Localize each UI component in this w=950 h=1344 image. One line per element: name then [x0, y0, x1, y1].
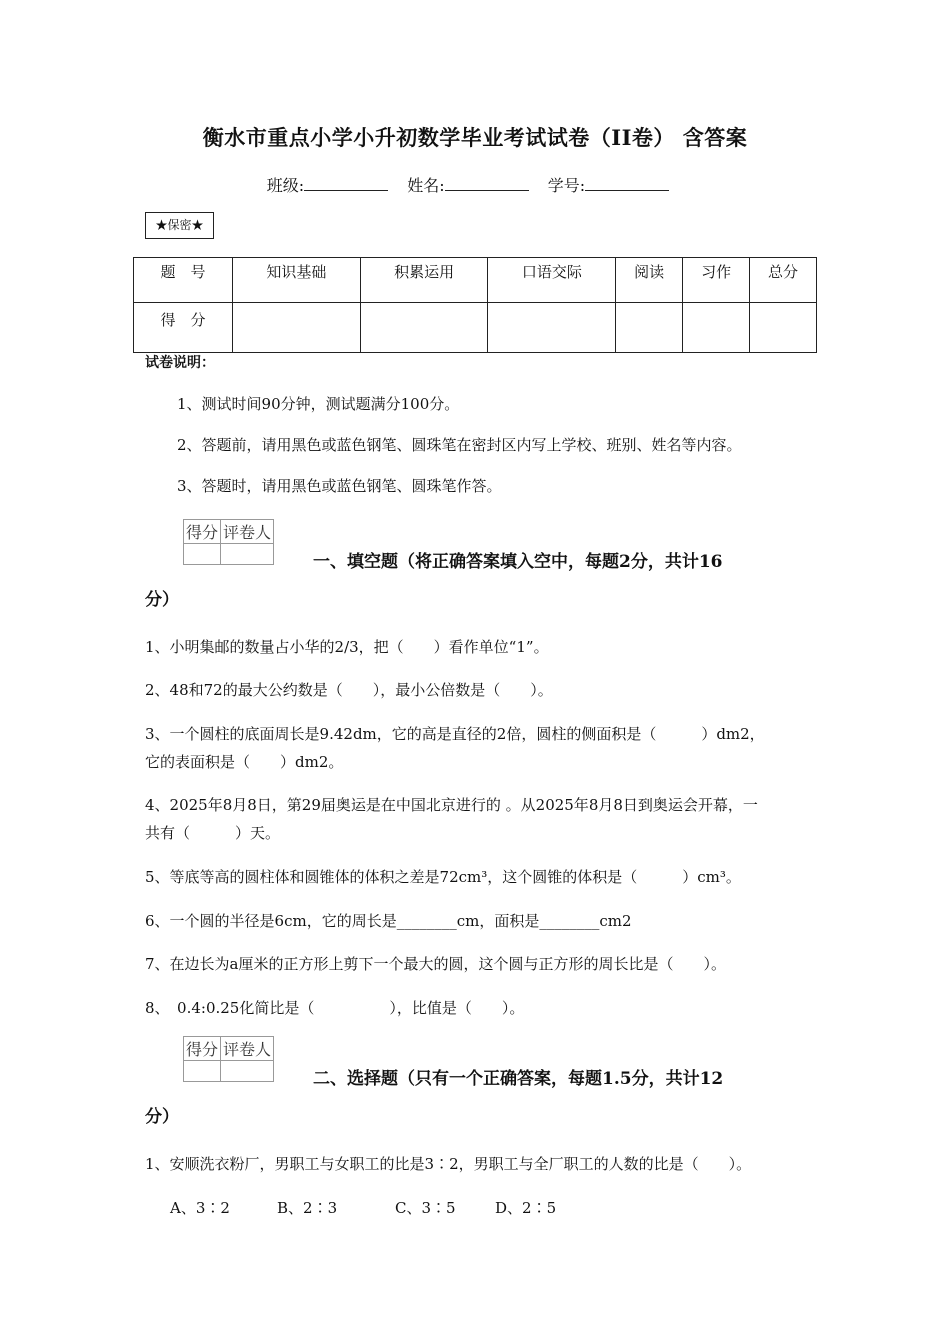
grader-box [183, 1036, 274, 1082]
instruction-item: 2、答题前，请用黑色或蓝色钢笔、圆珠笔在密封区内写上学校、班别、姓名等内容。 [177, 436, 742, 454]
class-label: 班级: [266, 176, 305, 195]
page-title: 衡水市重点小学小升初数学毕业考试试卷（II卷） 含答案 [202, 125, 748, 150]
header-cell: 阅读 [616, 258, 683, 303]
section2-title-cont: 分） [145, 1107, 179, 1127]
score-cell[interactable] [233, 303, 361, 353]
grader-reviewer-cell[interactable] [221, 1061, 274, 1082]
header-cell: 习作 [683, 258, 750, 303]
score-table-header-row [134, 258, 817, 303]
grader-score-cell[interactable] [184, 544, 221, 565]
score-table-score-row [134, 303, 817, 353]
grader-box [183, 519, 274, 565]
instructions-heading: 试卷说明： [145, 355, 215, 371]
student-info-line [0, 173, 950, 196]
grader-reviewer-label: 评卷人 [221, 520, 274, 544]
confidential-stamp: ★保密★ [145, 212, 214, 239]
question: 4、2025年8月8日，第29届奥运是在中国北京进行的 。从2025年8月8日到奥运会开幕，一 [145, 796, 758, 814]
option-b: B、2∶3 [277, 1199, 338, 1217]
option-c: C、3∶5 [395, 1199, 456, 1217]
question: 2、48和72的最大公约数是（ ），最小公倍数是（ ）。 [145, 681, 553, 699]
score-row-label: 得 分 [134, 303, 233, 353]
header-cell: 总分 [750, 258, 817, 303]
section2-title: 二、选择题（只有一个正确答案，每题1.5分，共计12 [313, 1069, 724, 1089]
question: 3、一个圆柱的底面周长是9.42dm，它的高是直径的2倍，圆柱的侧面积是（ ）dm2， [145, 725, 765, 743]
score-cell[interactable] [360, 303, 488, 353]
header-cell: 题 号 [134, 258, 233, 303]
question-cont: 共有（ ）天。 [145, 824, 281, 842]
instruction-item: 3、答题时，请用黑色或蓝色钢笔、圆珠笔作答。 [177, 477, 502, 495]
question: 1、小明集邮的数量占小华的2/3，把（ ）看作单位“1”。 [145, 638, 549, 656]
grader-reviewer-label: 评卷人 [221, 1037, 274, 1061]
name-blank[interactable] [445, 176, 529, 191]
header-cell: 知识基础 [233, 258, 361, 303]
header-cell: 口语交际 [488, 258, 616, 303]
question: 8、 0.4:0.25化简比是（ ），比值是（ ）。 [145, 999, 525, 1017]
score-cell[interactable] [616, 303, 683, 353]
header-cell: 积累运用 [360, 258, 488, 303]
id-label: 学号: [547, 176, 586, 195]
grader-score-label: 得分 [184, 520, 221, 544]
class-blank[interactable] [304, 176, 388, 191]
section1-title: 一、填空题（将正确答案填入空中，每题2分，共计16 [313, 552, 723, 572]
option-a: A、3∶2 [170, 1199, 230, 1217]
id-blank[interactable] [585, 176, 669, 191]
question: 1、安顺洗衣粉厂，男职工与女职工的比是3∶2，男职工与全厂职工的人数的比是（ ）。 [145, 1155, 752, 1173]
grader-score-cell[interactable] [184, 1061, 221, 1082]
section1-title-cont: 分） [145, 590, 179, 610]
score-cell[interactable] [683, 303, 750, 353]
score-cell[interactable] [488, 303, 616, 353]
name-label: 姓名: [407, 176, 445, 195]
grader-score-label: 得分 [184, 1037, 221, 1061]
question: 5、等底等高的圆柱体和圆锥体的体积之差是72cm³，这个圆锥的体积是（ ）cm³。 [145, 868, 741, 886]
question: 6、一个圆的半径是6cm，它的周长是________cm，面积是________cm2 [145, 912, 632, 930]
question: 7、在边长为a厘米的正方形上剪下一个最大的圆，这个圆与正方形的周长比是（ ）。 [145, 955, 726, 973]
score-table [133, 257, 817, 353]
grader-reviewer-cell[interactable] [221, 544, 274, 565]
score-cell[interactable] [750, 303, 817, 353]
instruction-item: 1、测试时间90分钟，测试题满分100分。 [177, 395, 460, 413]
option-d: D、2∶5 [495, 1199, 557, 1217]
question-cont: 它的表面积是（ ）dm2。 [145, 753, 344, 771]
